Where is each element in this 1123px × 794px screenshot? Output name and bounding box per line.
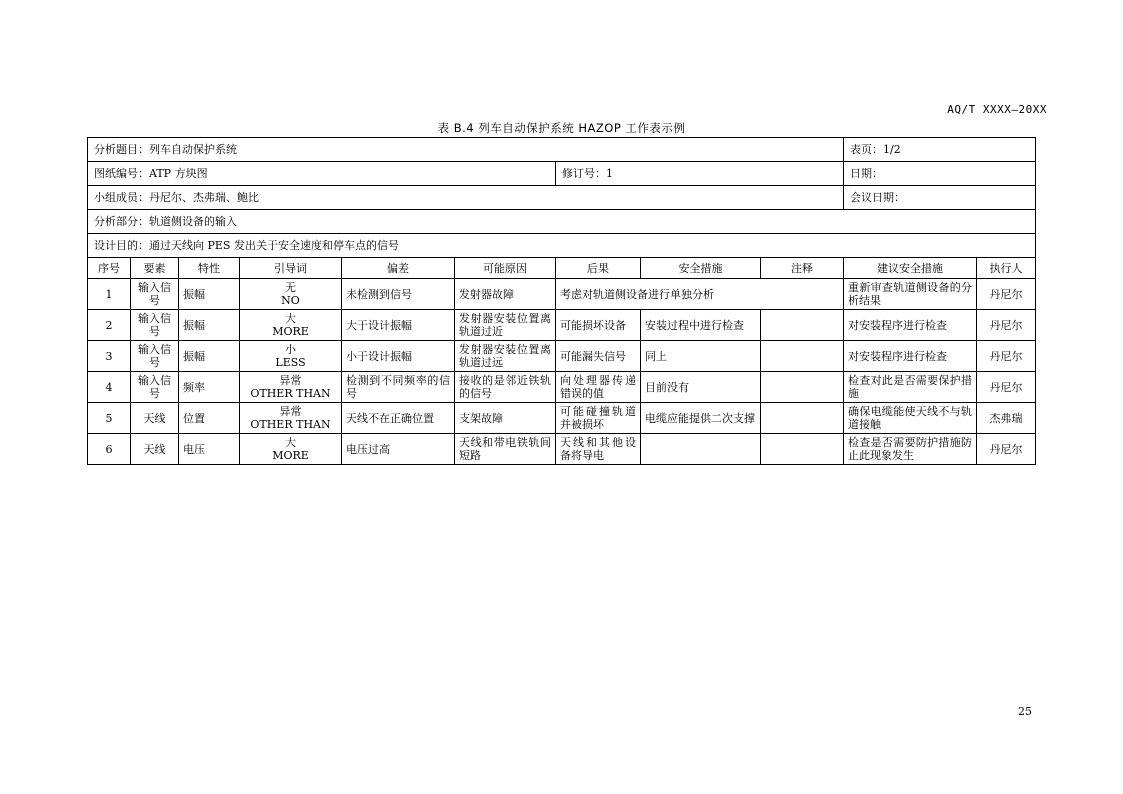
table-row [88, 372, 1036, 403]
hazop-worksheet-table [87, 137, 1036, 465]
safeguard-cell: 安装过程中进行检查 [641, 310, 761, 341]
owner-cell: 丹尼尔 [977, 341, 1036, 372]
row-number: 4 [88, 372, 131, 403]
analysis-subject: 分析题目：列车自动保护系统 [88, 138, 844, 162]
column-header: 序号 [88, 258, 131, 279]
team-members: 小组成员：丹尼尔、杰弗瑞、鲍比 [88, 186, 844, 210]
property-cell: 振幅 [179, 279, 240, 310]
consequence-cell: 天线和其他设备将导电 [556, 434, 641, 465]
guide-word-en: NO [281, 294, 300, 307]
safeguard-cell: 同上 [641, 341, 761, 372]
element-cell: 输入信号 [131, 310, 179, 341]
deviation-cell: 天线不在正确位置 [342, 403, 455, 434]
table-row [88, 341, 1036, 372]
cause-cell: 发射器安装位置离轨道过远 [455, 341, 556, 372]
owner-cell: 丹尼尔 [977, 310, 1036, 341]
note-cell [761, 372, 844, 403]
element-cell: 输入信号 [131, 341, 179, 372]
table-row [88, 310, 1036, 341]
row-number: 5 [88, 403, 131, 434]
guide-word-cn: 无 [285, 281, 296, 294]
cause-cell: 天线和带电铁轨间短路 [455, 434, 556, 465]
guide-word-cell [240, 341, 342, 372]
design-intent: 设计目的：通过天线向 PES 发出关于安全速度和停车点的信号 [88, 234, 1036, 258]
owner-cell: 丹尼尔 [977, 279, 1036, 310]
column-header: 偏差 [342, 258, 455, 279]
meeting-date: 会议日期： [844, 186, 1036, 210]
cause-cell: 支架故障 [455, 403, 556, 434]
column-header: 可能原因 [455, 258, 556, 279]
standard-code: AQ/T XXXX—20XX [947, 103, 1047, 116]
meta-row-drawing [88, 162, 1036, 186]
guide-word-cn: 大 [285, 436, 296, 449]
drawing-number: 图纸编号：ATP 方块图 [88, 162, 556, 186]
owner-cell: 丹尼尔 [977, 434, 1036, 465]
element-cell: 天线 [131, 403, 179, 434]
column-header: 安全措施 [641, 258, 761, 279]
owner-cell: 杰弗瑞 [977, 403, 1036, 434]
row-number: 1 [88, 279, 131, 310]
column-header: 执行人 [977, 258, 1036, 279]
consequence-cell: 可能损坏设备 [556, 310, 641, 341]
column-header-row [88, 258, 1036, 279]
recommendation-cell: 重新审查轨道侧设备的分析结果 [844, 279, 977, 310]
table-row [88, 403, 1036, 434]
guide-word-cell [240, 372, 342, 403]
date-field: 日期： [844, 162, 1036, 186]
safeguard-cell [641, 434, 761, 465]
property-cell: 振幅 [179, 341, 240, 372]
guide-word-en: MORE [272, 449, 309, 462]
guide-word-cell [240, 310, 342, 341]
table-row [88, 434, 1036, 465]
meta-row-subject [88, 138, 1036, 162]
deviation-cell: 大于设计振幅 [342, 310, 455, 341]
consequence-cell: 向处理器传递错误的值 [556, 372, 641, 403]
column-header: 特性 [179, 258, 240, 279]
property-cell: 振幅 [179, 310, 240, 341]
owner-cell: 丹尼尔 [977, 372, 1036, 403]
guide-word-cn: 大 [285, 312, 296, 325]
recommendation-cell: 确保电缆能使天线不与轨道接触 [844, 403, 977, 434]
analysis-part: 分析部分：轨道侧设备的输入 [88, 210, 1036, 234]
meta-row-part [88, 210, 1036, 234]
guide-word-cell [240, 403, 342, 434]
deviation-cell: 检测到不同频率的信号 [342, 372, 455, 403]
deviation-cell: 小于设计振幅 [342, 341, 455, 372]
property-cell: 位置 [179, 403, 240, 434]
guide-word-en: LESS [275, 356, 306, 369]
consequence-cell: 可能漏失信号 [556, 341, 641, 372]
meta-row-members [88, 186, 1036, 210]
cause-cell: 接收的是邻近铁轨的信号 [455, 372, 556, 403]
table-title: 表 B.4 列车自动保护系统 HAZOP 工作表示例 [437, 121, 686, 135]
element-cell: 天线 [131, 434, 179, 465]
element-cell: 输入信号 [131, 372, 179, 403]
guide-word-en: OTHER THAN [250, 387, 331, 400]
guide-word-cn: 异常 [279, 405, 302, 418]
cause-cell: 发射器安装位置离轨道过近 [455, 310, 556, 341]
note-cell [761, 310, 844, 341]
note-cell [761, 434, 844, 465]
property-cell: 电压 [179, 434, 240, 465]
column-header: 引导词 [240, 258, 342, 279]
guide-word-cn: 小 [285, 343, 296, 356]
safeguard-cell: 电缆应能提供二次支撑 [641, 403, 761, 434]
consequence-cell: 可能碰撞轨道并被损坏 [556, 403, 641, 434]
column-header: 要素 [131, 258, 179, 279]
recommendation-cell: 对安装程序进行检查 [844, 310, 977, 341]
table-row [88, 279, 1036, 310]
row-number: 3 [88, 341, 131, 372]
column-header: 建议安全措施 [844, 258, 977, 279]
deviation-cell: 未检测到信号 [342, 279, 455, 310]
note-cell [761, 403, 844, 434]
column-header: 后果 [556, 258, 641, 279]
guide-word-cell [240, 434, 342, 465]
recommendation-cell: 检查是否需要防护措施防止此现象发生 [844, 434, 977, 465]
row-number: 6 [88, 434, 131, 465]
row-number: 2 [88, 310, 131, 341]
guide-word-cell [240, 279, 342, 310]
cause-cell: 发射器故障 [455, 279, 556, 310]
guide-word-en: OTHER THAN [250, 418, 331, 431]
revision-number: 修订号：1 [556, 162, 844, 186]
meta-row-intent [88, 234, 1036, 258]
note-cell [761, 341, 844, 372]
guide-word-cn: 异常 [279, 374, 302, 387]
recommendation-cell: 对安装程序进行检查 [844, 341, 977, 372]
page-number: 25 [1018, 705, 1032, 718]
recommendation-cell: 检查对此是否需要保护措施 [844, 372, 977, 403]
property-cell: 频率 [179, 372, 240, 403]
guide-word-en: MORE [272, 325, 309, 338]
element-cell: 输入信号 [131, 279, 179, 310]
safeguard-cell: 目前没有 [641, 372, 761, 403]
deviation-cell: 电压过高 [342, 434, 455, 465]
sheet-page: 表页：1/2 [844, 138, 1036, 162]
consequence-cell: 考虑对轨道侧设备进行单独分析 [556, 279, 844, 310]
column-header: 注释 [761, 258, 844, 279]
